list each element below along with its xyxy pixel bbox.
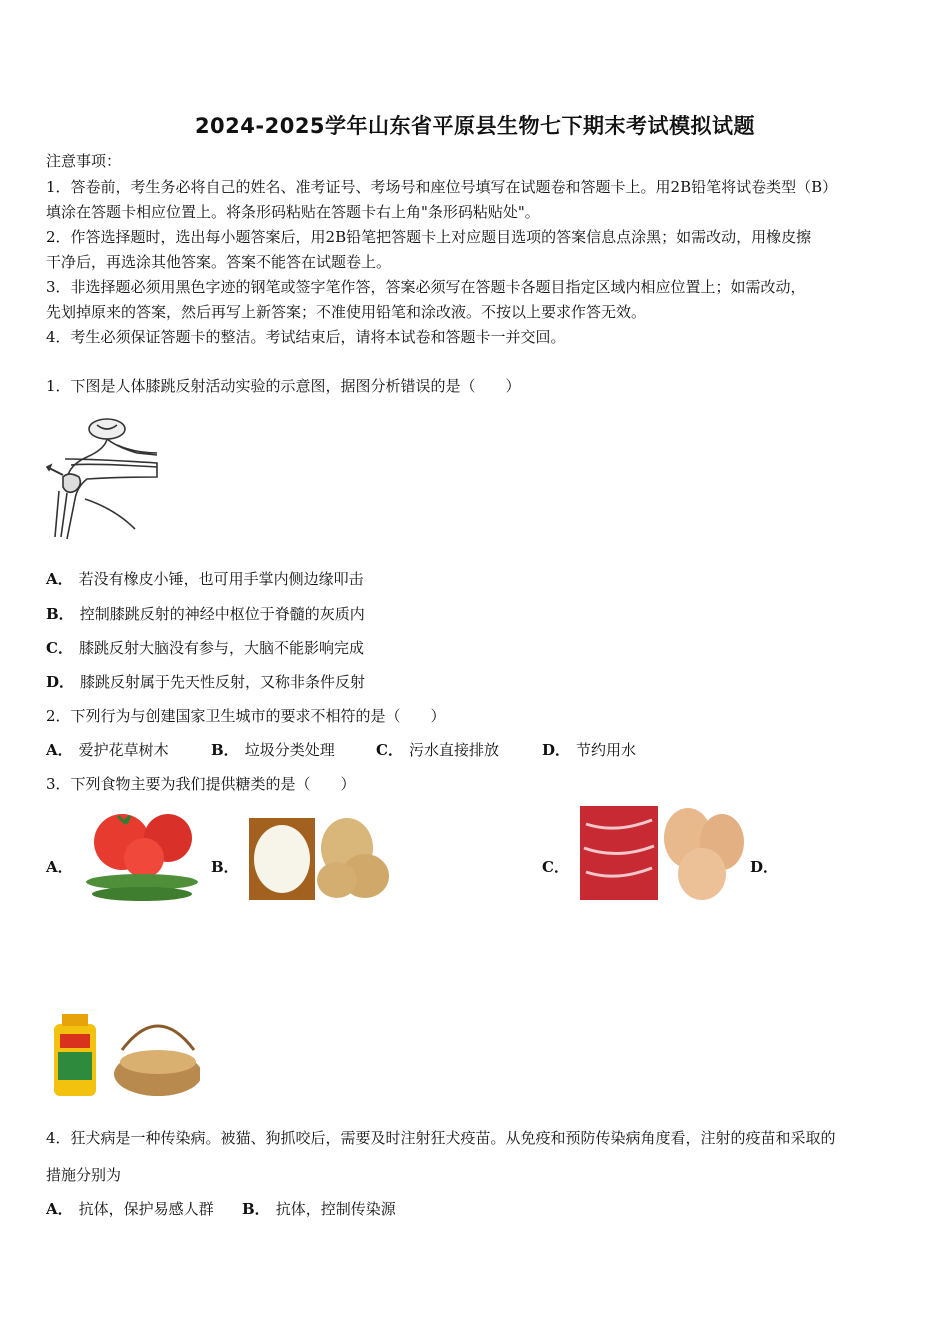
q4-option-a: A． 抗体，保护易感人群 xyxy=(46,1200,214,1218)
rice-potato-image xyxy=(247,814,392,902)
q3-label-c: C． xyxy=(542,858,569,876)
q2-option-c: C． 污水直接排放 xyxy=(376,741,499,759)
oil-peanut-image xyxy=(50,1010,200,1098)
notice-heading: 注意事项： xyxy=(46,152,122,170)
q1-stem: 1．下图是人体膝跳反射活动实验的示意图，据图分析错误的是（ ） xyxy=(46,377,521,395)
q1-option-b: B． 控制膝跳反射的神经中枢位于脊髓的灰质内 xyxy=(46,605,365,623)
notice-line: 干净后，再选涂其他答案。答案不能答在试题卷上。 xyxy=(46,253,392,271)
knee-reflex-diagram xyxy=(45,415,160,540)
notice-line: 4．考生必须保证答题卡的整洁。考试结束后，请将本试卷和答题卡一并交回。 xyxy=(46,328,566,346)
notice-line: 3．非选择题必须用黑色字迹的钢笔或签字笔作答，答案必须写在答题卡各题目指定区域内相应位置上；如需改动， xyxy=(46,278,806,296)
q1-option-c: C． 膝跳反射大脑没有参与，大脑不能影响完成 xyxy=(46,639,364,657)
q3-label-b: B． xyxy=(211,858,239,876)
q4-stem-line2: 措施分别为 xyxy=(46,1166,122,1184)
page-title: 2024-2025学年山东省平原县生物七下期末考试模拟试题 xyxy=(194,114,756,138)
notice-line: 先划掉原来的答案，然后再写上新答案；不准使用铅笔和涂改液。不按以上要求作答无效。 xyxy=(46,303,647,321)
q4-option-b: B． 抗体，控制传染源 xyxy=(242,1200,396,1218)
q2-option-d: D． 节约用水 xyxy=(542,741,637,759)
q2-option-b: B． 垃圾分类处理 xyxy=(211,741,335,759)
notice-line: 2．作答选择题时，选出每小题答案后，用2B铅笔把答题卡上对应题目选项的答案信息点涂黑；如需改动，用橡皮擦 xyxy=(46,228,812,246)
q4-stem-line1: 4．狂犬病是一种传染病。被猫、狗抓咬后，需要及时注射狂犬疫苗。从免疫和预防传染病角度看，注射的疫苗和采取的 xyxy=(46,1129,836,1147)
q1-option-d: D． 膝跳反射属于先天性反射，又称非条件反射 xyxy=(46,673,366,691)
q3-label-d: D． xyxy=(750,858,779,876)
q1-option-a: A． 若没有橡皮小锤，也可用手掌内侧边缘叩击 xyxy=(46,570,364,588)
tomato-cucumber-image xyxy=(84,808,202,902)
q2-option-a: A． 爱护花草树木 xyxy=(46,741,169,759)
q2-stem: 2．下列行为与创建国家卫生城市的要求不相符的是（ ） xyxy=(46,707,446,725)
q3-stem: 3．下列食物主要为我们提供糖类的是（ ） xyxy=(46,775,356,793)
notice-line: 填涂在答题卡相应位置上。将条形码粘贴在答题卡右上角"条形码粘贴处"。 xyxy=(46,203,540,221)
q3-label-a: A． xyxy=(46,858,73,876)
meat-eggs-image xyxy=(580,804,746,902)
notice-line: 1．答卷前，考生务必将自己的姓名、准考证号、考场号和座位号填写在试题卷和答题卡上。用2B铅笔将试卷类型（B） xyxy=(46,178,838,196)
